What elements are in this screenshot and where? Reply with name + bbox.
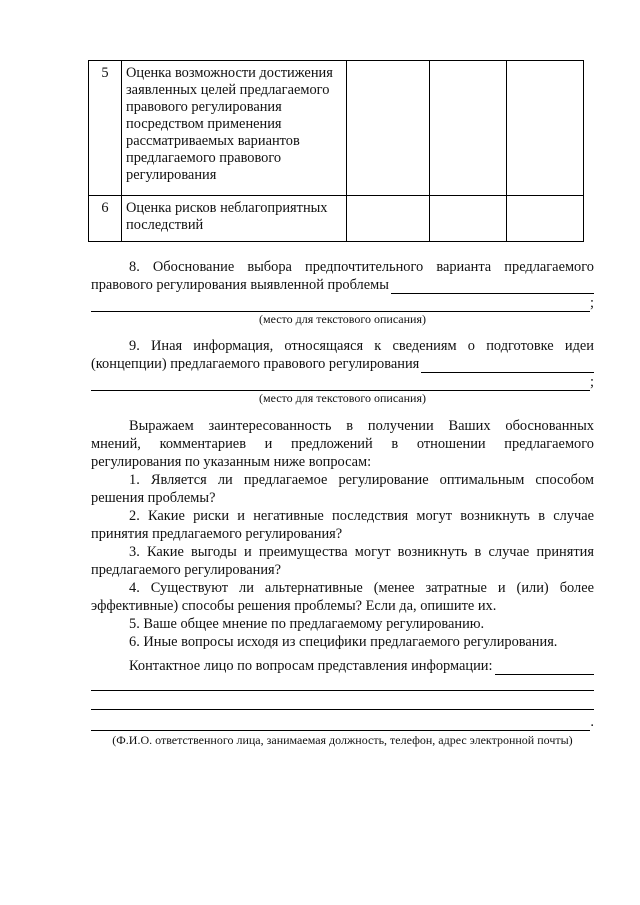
question-1-line-2: решения проблемы? bbox=[91, 490, 216, 506]
question-2-line-1: 2. Какие риски и негативные последствия могут возникнуть в случае bbox=[129, 508, 594, 524]
line-end-period: . bbox=[590, 714, 594, 730]
question-3-line-2: предлагаемого регулирования? bbox=[91, 562, 282, 578]
question-5: 5. Ваше общее мнение по предлагаемому регулированию. bbox=[129, 616, 485, 632]
intro-line-2: мнений, комментариев и предложений в отношении предлагаемого bbox=[91, 436, 594, 452]
fill-line bbox=[495, 661, 595, 675]
field-caption: (место для текстового описания) bbox=[259, 312, 426, 326]
question-4-line-1: 4. Существуют ли альтернативные (менее затратные и (или) более bbox=[129, 580, 594, 596]
questions-block bbox=[91, 417, 594, 651]
table-cell-empty bbox=[347, 196, 430, 242]
section-9-line-1: 9. Иная информация, относящаяся к сведениям о подготовке идеи bbox=[129, 338, 594, 354]
intro-line-3: регулирования по указанным ниже вопросам: bbox=[91, 454, 372, 470]
fill-line bbox=[91, 717, 590, 731]
table-cell-empty bbox=[430, 61, 507, 196]
line-end-semicolon: ; bbox=[590, 295, 594, 311]
fill-line bbox=[91, 694, 594, 710]
contact-block bbox=[91, 657, 594, 748]
section-8-line-1: 8. Обоснование выбора предпочтительного варианта предлагаемого bbox=[129, 259, 594, 275]
field-caption: (место для текстового описания) bbox=[259, 391, 426, 405]
field-caption: (Ф.И.О. ответственного лица, занимаемая должность, телефон, адрес электронной почты) bbox=[112, 733, 573, 747]
line-end-semicolon: ; bbox=[590, 374, 594, 390]
section-8 bbox=[91, 258, 594, 327]
row-description: Оценка рисков неблагоприятных последствий bbox=[122, 196, 347, 242]
row-number: 6 bbox=[89, 196, 122, 242]
section-9 bbox=[91, 337, 594, 406]
section-8-line-2: правового регулирования выявленной проблемы bbox=[91, 277, 389, 293]
question-3-line-1: 3. Какие выгоды и преимущества могут возникнуть в случае принятия bbox=[129, 544, 594, 560]
question-1-line-1: 1. Является ли предлагаемое регулирование оптимальным способом bbox=[129, 472, 594, 488]
table-cell-empty bbox=[507, 61, 584, 196]
question-6: 6. Иные вопросы исходя из специфики предлагаемого регулирования. bbox=[129, 634, 558, 650]
table-row bbox=[89, 196, 584, 242]
fill-line bbox=[391, 280, 594, 294]
table-cell-empty bbox=[430, 196, 507, 242]
fill-line bbox=[91, 377, 590, 391]
intro-line-1: Выражаем заинтересованность в получении Ваших обоснованных bbox=[129, 418, 594, 434]
contact-label: Контактное лицо по вопросам представления информации: bbox=[129, 658, 493, 674]
fill-line bbox=[91, 298, 590, 312]
evaluation-table bbox=[88, 60, 584, 242]
question-2-line-2: принятия предлагаемого регулирования? bbox=[91, 526, 343, 542]
fill-line bbox=[91, 675, 594, 691]
table-cell-empty bbox=[507, 196, 584, 242]
fill-line bbox=[421, 359, 594, 373]
row-description: Оценка возможности достижения заявленных целей предлагаемого правового регулирования посредством применения рассматриваемых вариантов предлагаемого правового регулирования bbox=[122, 61, 347, 196]
row-number: 5 bbox=[89, 61, 122, 196]
table-row bbox=[89, 61, 584, 196]
table-cell-empty bbox=[347, 61, 430, 196]
question-4-line-2: эффективные) способы решения проблемы? Если да, опишите их. bbox=[91, 598, 497, 614]
section-9-line-2: (концепции) предлагаемого правового регулирования bbox=[91, 356, 420, 372]
